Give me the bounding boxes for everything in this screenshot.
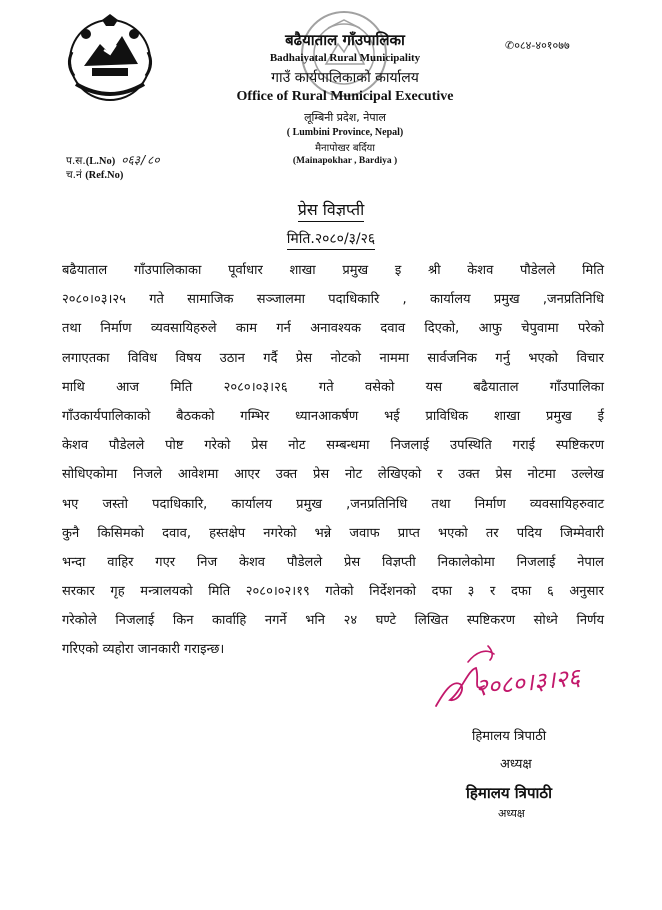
municipality-name-en: Badhaiyatal Rural Municipality	[269, 52, 421, 64]
document-title: प्रेस विज्ञप्ती	[0, 198, 662, 222]
body-line: कुनै किसिमको दवाव, हस्तक्षेप नगरेको भन्ने जवाफ प्राप्त भएको तर पदिय जिम्मेवारी	[62, 525, 604, 541]
address-en: (Mainapokhar , Bardiya )	[292, 156, 398, 166]
signature-date: २०८०।३।२६	[473, 663, 582, 702]
reference-number-label-np: च.नं	[66, 169, 82, 181]
body-line: गरेकोले निजलाई किन कार्वाहि नगर्ने भनि २४ घण्टे लिखित स्पष्टिकरण सोध्ने निर्णय	[62, 613, 604, 629]
signatory-role: अध्यक्ष	[500, 757, 532, 772]
stamp-name: हिमालय त्रिपाठी	[466, 784, 552, 802]
body-line: २०८०।०३।२५ गते सामाजिक सञ्जालमा पदाधिकारि , कार्यालय प्रमुख ,जनप्रतिनिधि	[62, 292, 604, 308]
body-line: लगाएतका विविध विषय उठान गर्दै प्रेस नोटको नाममा सार्वजनिक गर्नु भएको विचार	[62, 350, 604, 366]
body-line: भए जस्तो पदाधिकारि, कार्यालय प्रमुख ,जनप्रतिनिधि तथा निर्माण व्यवसायिहरुवाट	[62, 496, 604, 512]
body-line: बढैयाताल गाँउपालिकाका पूर्वाधार शाखा प्रमुख इ श्री केशव पौडेलले मिति	[62, 263, 604, 278]
body-line: केशव पौडेलले पोष्ट गरेको प्रेस नोट सम्बन्धमा निजलाई उपस्थिति गराई स्पष्टिकरण	[62, 438, 604, 454]
office-name-en: Office of Rural Municipal Executive	[236, 89, 454, 104]
stamp-role: अध्यक्ष	[498, 807, 525, 820]
office-name-np: गाउँ कार्यपालिकाको कार्यालय	[271, 70, 419, 86]
signatory-name: हिमालय त्रिपाठी	[472, 729, 547, 744]
province-en: ( Lumbini Province, Nepal)	[286, 127, 404, 138]
nepal-emblem-icon	[62, 14, 158, 110]
letter-number-value: ०६३/८०	[121, 153, 160, 167]
body-line: सरकार गृह मन्त्रालयको मिति २०८०।०२।१९ गतेको निर्देशनको दफा ३ र दफा ६ अनुसार	[62, 584, 604, 600]
body-line: माथि आज मिति २०८०।०३।२६ गते वसेको यस बढैयाताल गाँउपालिका	[62, 379, 604, 395]
body-line: तथा निर्माण व्यवसायिहरुले काम गर्न अनावश्यक दवाव दिएको, आफु चेपुवामा परेको	[62, 321, 604, 337]
municipality-name-np: बढैयाताल गाँउपालिका	[285, 31, 405, 49]
letter-number-label-np: प.स.	[66, 155, 86, 167]
body-line: भन्दा वाहिर गएर निज केशव पौडेलले प्रेस विज्ञप्ती निकालेकोमा निजलाई नेपाल	[62, 554, 604, 570]
letter-body	[62, 256, 604, 665]
address-np: मैनापोखर बर्दिया	[315, 143, 375, 154]
phone-number: ✆०८४-४०१०७७	[505, 39, 570, 52]
reference-number-label-en: (Ref.No)	[85, 170, 124, 181]
letter-number-label-en: (L.No)	[85, 156, 116, 167]
reference-number	[66, 168, 123, 182]
document-date: मिति.२०८०/३/२६	[0, 229, 662, 250]
body-line: सोधिएकोमा निजले आवेशमा आएर उक्त प्रेस नोट लेखिएको र उक्त प्रेस नोटमा उल्लेख	[62, 467, 604, 483]
province-np: लूम्बिनी प्रदेश, नेपाल	[304, 111, 386, 124]
body-line: गाँउकार्यपालिकाको बैठकको गम्भिर ध्यानआकर्षण भई प्राविधिक शाखा प्रमुख ई	[62, 408, 604, 424]
body-line: गरिएको व्यहोरा जानकारी गराइन्छ।	[62, 642, 225, 658]
letter-number	[66, 151, 160, 168]
handwritten-signature	[432, 640, 602, 720]
